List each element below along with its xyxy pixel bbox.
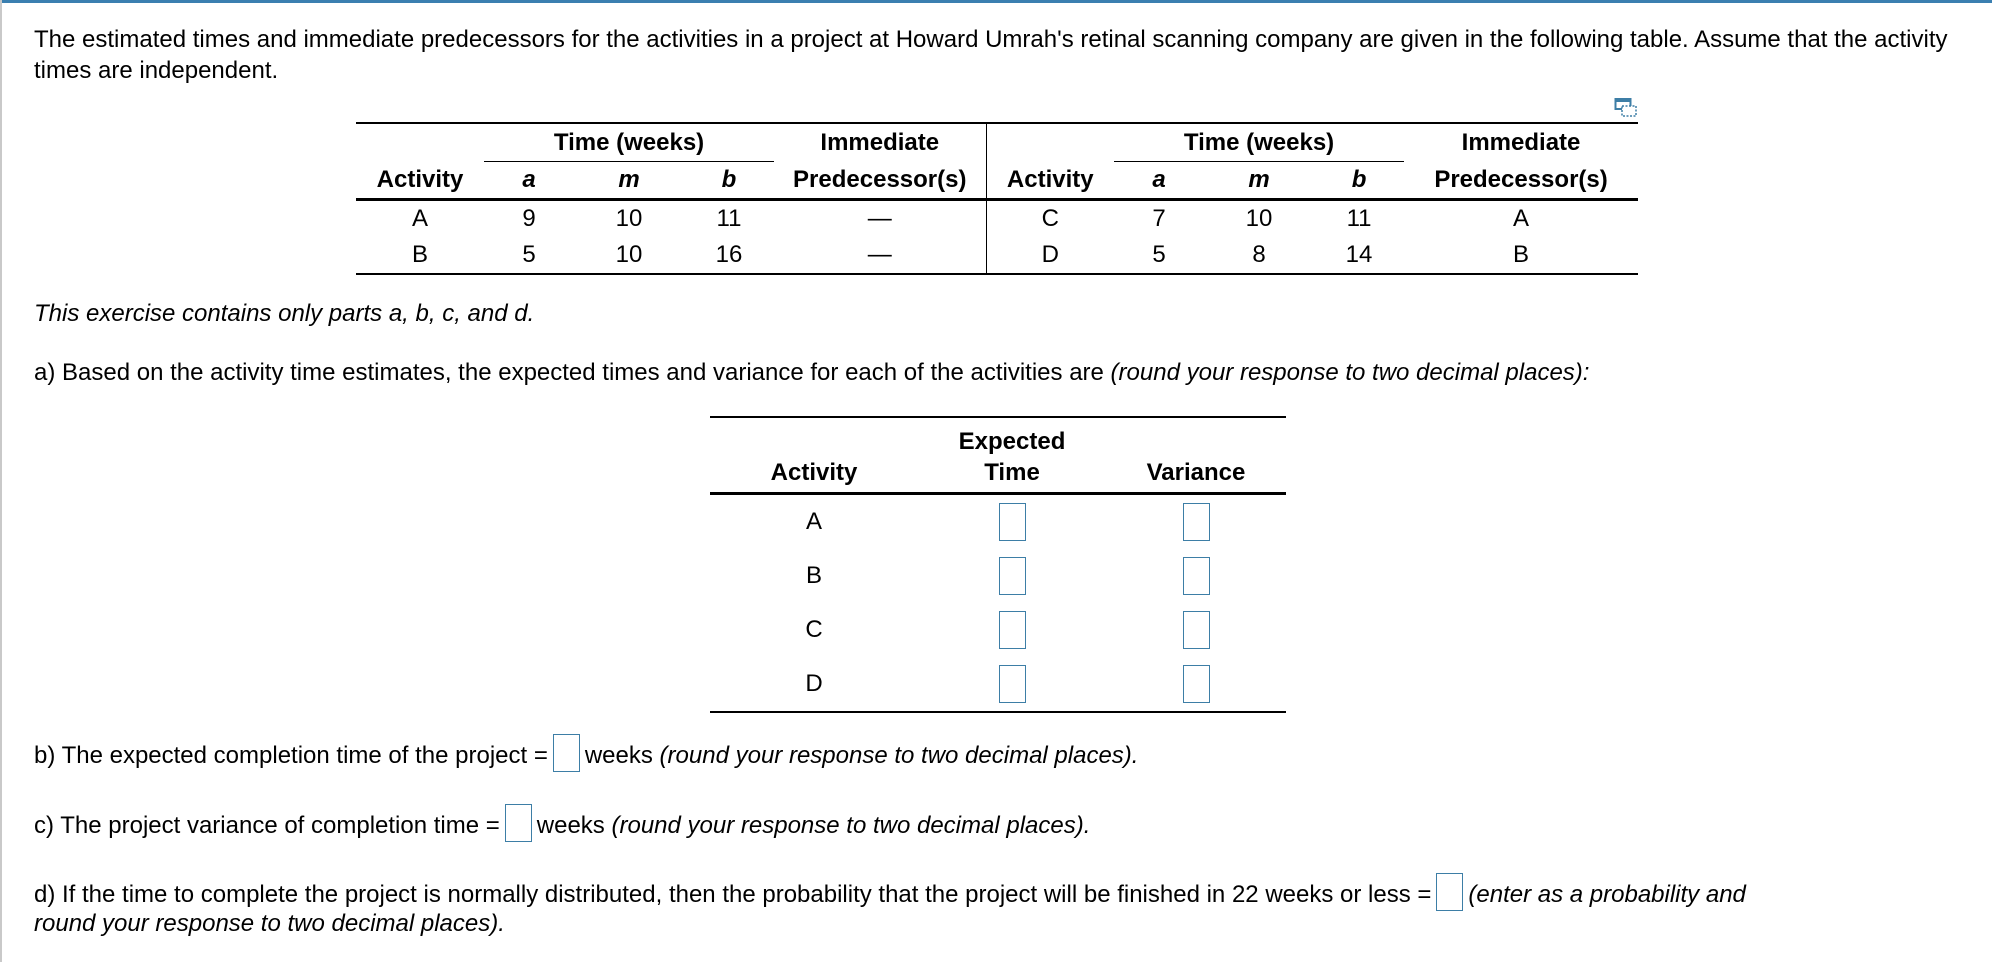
part-a-text: a) Based on the activity time estimates, the expected times and variance for each of the activities are [34,359,1111,386]
expected-time-input-d[interactable] [999,665,1026,703]
activity-times-table [356,122,1638,275]
header-spacer-right [986,123,1114,162]
expected-time-variance-table [710,416,1286,713]
activity-label: B [805,562,822,589]
header-activity-left: Activity [356,162,484,200]
m-cell: 10 [615,205,643,232]
header-expected-time: Expected Time [918,417,1106,494]
part-d-text: d) If the time to complete the project is normally distributed, then the probability that the project will be finished in 22 weeks or less = [34,881,1432,908]
predecessor-cell: A [1513,205,1530,232]
completion-time-input[interactable] [553,734,580,772]
a-cell: 7 [1152,205,1166,232]
predecessor-cell: B [1513,241,1530,268]
header-m-left: m [574,162,684,200]
table-row [710,549,1286,603]
activity-cell: C [986,200,1114,238]
b-cell: 16 [715,241,743,268]
header-activity: Activity [710,417,918,494]
activity-cell: B [411,241,428,268]
header-immediate-left: Immediate [820,129,940,156]
activity-label: A [805,508,822,535]
part-a-hint: (round your response to two decimal places): [1110,359,1590,386]
variance-input-a[interactable] [1183,503,1210,541]
problem-intro: The estimated times and immediate predecessors for the activities in a project at Howard Umrah's retinal scanning company are given in the following table. Assume that the activity times are independent. [34,26,1948,84]
header-b-right: b [1314,162,1404,200]
table-row [356,200,1638,238]
a-cell: 9 [522,205,536,232]
expected-time-input-a[interactable] [999,503,1026,541]
popout-window-icon[interactable] [1614,96,1638,118]
expected-time-input-c[interactable] [999,611,1026,649]
header-predecessors-left: Predecessor(s) [774,162,986,200]
activity-label: D [805,670,823,697]
part-d-hint-continued: round your response to two decimal places). [34,910,505,937]
header-activity-right: Activity [986,162,1114,200]
header-a-left: a [484,162,574,200]
m-cell: 8 [1252,241,1266,268]
part-d-question [34,873,1746,911]
header-b-left: b [684,162,774,200]
predecessor-cell: — [867,205,892,232]
b-cell: 11 [1346,205,1372,232]
left-edge-line [0,0,2,962]
variance-input-d[interactable] [1183,665,1210,703]
expected-time-input-b[interactable] [999,557,1026,595]
activity-cell: A [411,205,428,232]
table-row [710,494,1286,550]
exercise-note: This exercise contains only parts a, b, c, and d. [34,300,535,327]
header-immediate-right: Immediate [1461,129,1581,156]
activity-label: C [805,616,823,643]
table-row [710,603,1286,657]
table-row [356,237,1638,274]
project-variance-input[interactable] [505,804,532,842]
header-time-weeks-left: Time (weeks) [484,123,774,162]
header-variance: Variance [1106,417,1286,494]
probability-input[interactable] [1436,873,1463,911]
part-c-question [34,804,1090,842]
part-a-question [34,359,1589,387]
part-c-text: c) The project variance of completion time = [34,812,500,839]
activity-cell: D [986,237,1114,274]
part-c-unit: weeks [536,812,605,839]
header-time-weeks-right: Time (weeks) [1114,123,1404,162]
m-cell: 10 [615,241,643,268]
part-d-hint: (enter as a probability and [1468,881,1746,908]
m-cell: 10 [1245,205,1273,232]
header-predecessors-right: Predecessor(s) [1404,162,1638,200]
header-a-right: a [1114,162,1204,200]
part-b-unit: weeks [584,742,653,769]
part-b-hint: (round your response to two decimal places). [659,742,1139,769]
b-cell: 11 [716,205,742,232]
predecessor-cell: — [867,241,892,268]
b-cell: 14 [1345,241,1373,268]
top-accent-bar [0,0,1992,3]
part-b-text: b) The expected completion time of the project = [34,742,548,769]
table-row [710,657,1286,712]
variance-input-b[interactable] [1183,557,1210,595]
header-spacer-left [356,123,484,162]
a-cell: 5 [1152,241,1166,268]
variance-input-c[interactable] [1183,611,1210,649]
part-c-hint: (round your response to two decimal places). [611,812,1091,839]
header-m-right: m [1204,162,1314,200]
part-b-question [34,734,1138,772]
a-cell: 5 [522,241,536,268]
